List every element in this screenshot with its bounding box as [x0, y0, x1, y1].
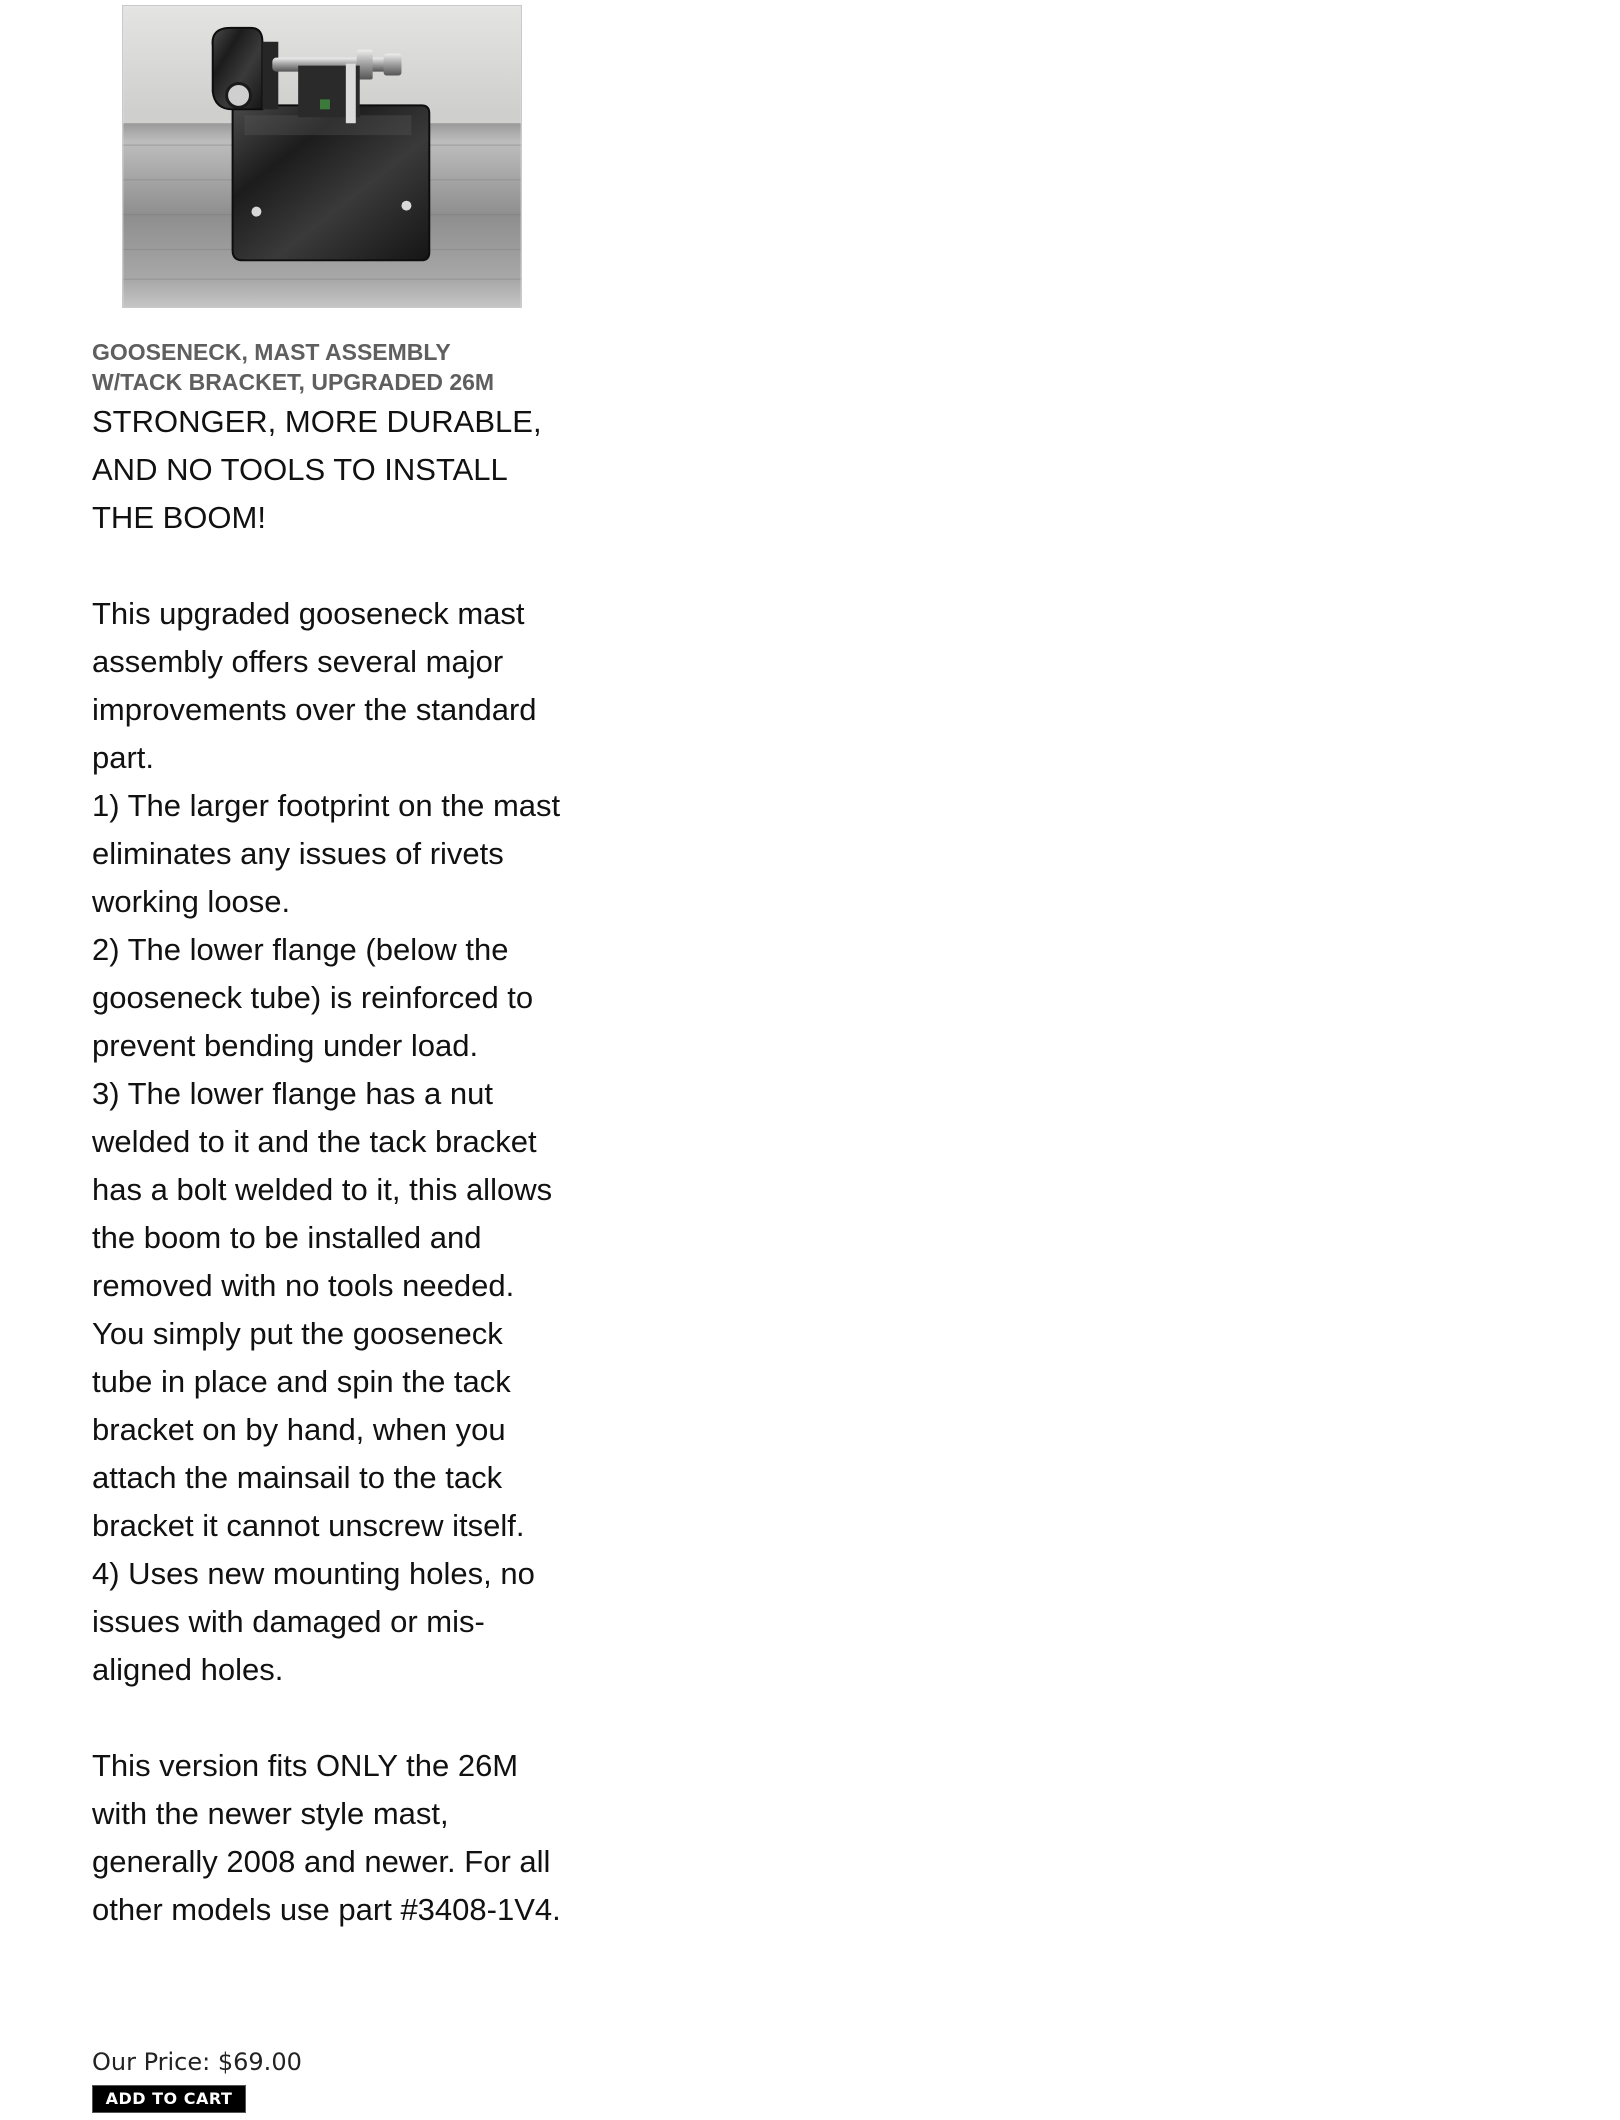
- product-description: [92, 398, 562, 1934]
- price-label: Our Price:: [92, 2048, 211, 2076]
- feature-point-1: 1) The larger footprint on the mast eliminates any issues of rivets working loose.: [92, 788, 561, 919]
- feature-point-4: 4) Uses new mounting holes, no issues with damaged or mis-aligned holes.: [92, 1556, 535, 1687]
- paragraph-spacer: [92, 542, 562, 590]
- product-image[interactable]: [122, 5, 522, 308]
- price-line: [92, 2047, 302, 2077]
- gooseneck-photo-icon: [123, 6, 521, 307]
- product-title[interactable]: [92, 337, 562, 397]
- fit-note: This version fits ONLY the 26M with the newer style mast, generally 2008 and newer. For all other models use part #3408-1V4.: [92, 1748, 561, 1927]
- price-value: $69.00: [217, 2048, 302, 2076]
- paragraph-spacer: [92, 1694, 562, 1742]
- add-to-cart-button[interactable]: ADD TO CART: [92, 2085, 246, 2113]
- feature-point-2: 2) The lower flange (below the gooseneck tube) is reinforced to prevent bending under load.: [92, 932, 534, 1063]
- feature-point-3: 3) The lower flange has a nut welded to it and the tack bracket has a bolt welded to it, this allows the boom to be installed and removed with no tools needed. You simply put the gooseneck tube in place and spin the tack bracket on by hand, when you attach the mainsail to the tack bracket it cannot unscrew itself.: [92, 1076, 553, 1543]
- description-headline: STRONGER, MORE DURABLE, AND NO TOOLS TO INSTALL THE BOOM!: [92, 404, 542, 535]
- product-title-line-2: W/TACK BRACKET, UPGRADED 26M: [92, 369, 495, 395]
- product-title-line-1: GOOSENECK, MAST ASSEMBLY: [92, 339, 451, 365]
- description-intro: This upgraded gooseneck mast assembly offers several major improvements over the standard part.: [92, 596, 537, 775]
